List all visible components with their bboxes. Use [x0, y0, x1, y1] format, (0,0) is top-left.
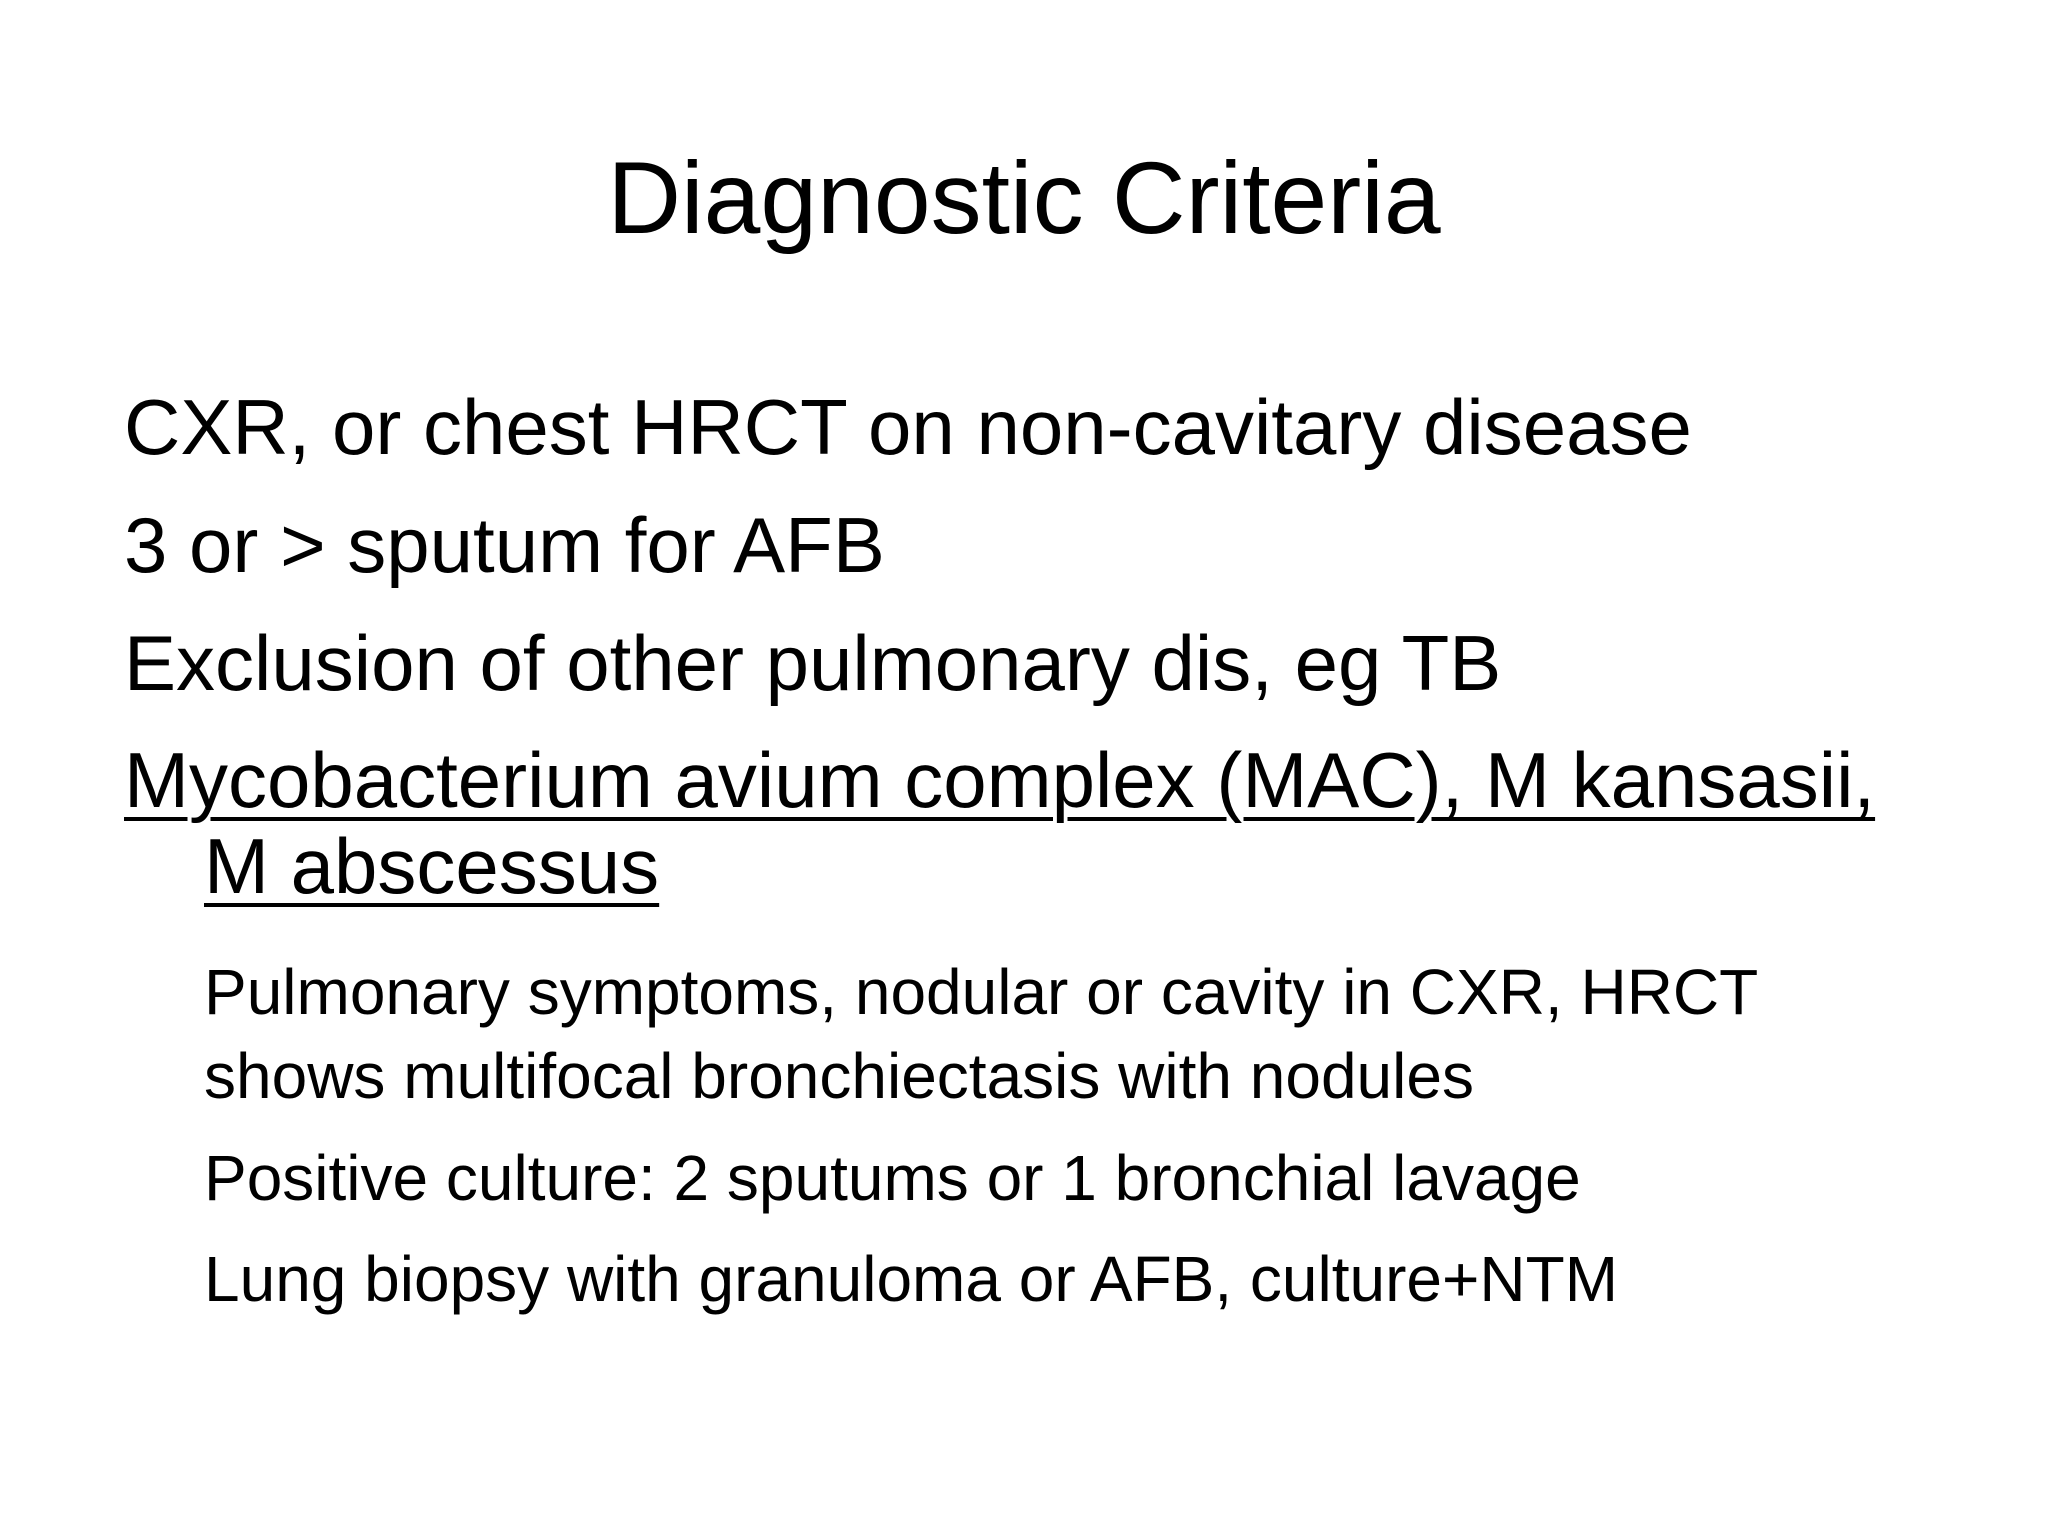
bullet-item-sputum: 3 or > sputum for AFB [124, 501, 885, 589]
sub-bullet-biopsy: Lung biopsy with granuloma or AFB, culture+NTM [204, 1243, 1618, 1315]
bullet-item-mycobacterium-line1: Mycobacterium avium complex (MAC), M kansasii, [124, 736, 1876, 824]
slide-title: Diagnostic Criteria [607, 141, 1441, 255]
bullet-item-imaging: CXR, or chest HRCT on non-cavitary disease [124, 383, 1692, 471]
sub-bullet-symptoms-line2: shows multifocal bronchiectasis with nodules [204, 1040, 1474, 1112]
bullet-item-mycobacterium [124, 737, 1875, 909]
sub-bullet-symptoms [204, 950, 1758, 1118]
bullet-item-mycobacterium-line2: M abscessus [204, 822, 660, 910]
bullet-item-exclusion: Exclusion of other pulmonary dis, eg TB [124, 619, 1502, 707]
sub-bullet-culture: Positive culture: 2 sputums or 1 bronchial lavage [204, 1142, 1581, 1214]
sub-bullet-symptoms-line1: Pulmonary symptoms, nodular or cavity in CXR, HRCT [204, 956, 1759, 1028]
